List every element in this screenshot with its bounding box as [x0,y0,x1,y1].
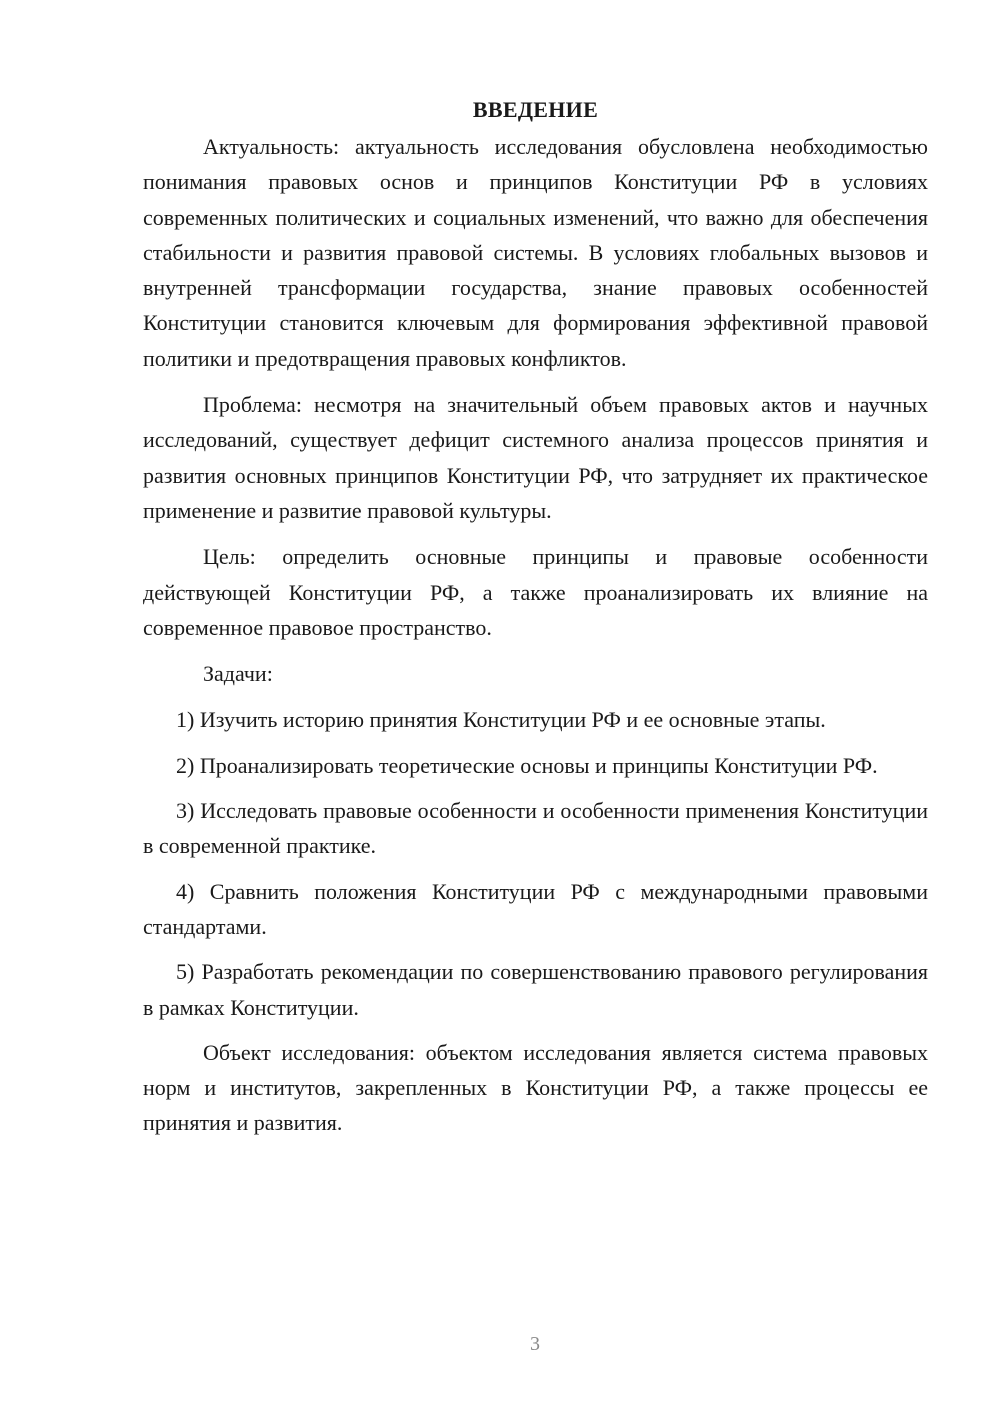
section-title: ВВЕДЕНИЕ [472,97,599,122]
problem-paragraph: Проблема: несмотря на значительный объем правовых актов и научных исследований, существует дефицит системного анализа процессов принятия и развития основных принципов Конституции РФ, что затрудняет их практическое применение и развитие правовой культуры. [143,392,928,523]
goal-paragraph: Цель: определить основные принципы и правовые особенности действующей Конституции РФ, а также проанализировать их влияние на современное правовое пространство. [143,544,928,640]
task-item-4: 4) Сравнить положения Конституции РФ с международными правовыми стандартами. [143,878,928,939]
tasks-list [143,702,928,1024]
task-item-2: 2) Проанализировать теоретические основы и принципы Конституции РФ. [176,752,878,778]
relevance-paragraph: Актуальность: актуальность исследования обусловлена необходимостью понимания правовых основ и принципов Конституции РФ в условиях современных политических и социальных изменений, что важно для обеспечения стабильности и развития правовой системы. В условиях глобальных вызовов и внутренней трансформации государства, знание правовых особенностей Конституции становится ключевым для формирования эффективной правовой политики и предотвращения правовых конфликтов. [143,134,928,371]
document-page [143,92,928,1152]
task-item-5: 5) Разработать рекомендации по совершенствованию правового регулирования в рамках Конституции. [143,959,928,1020]
tasks-heading: Задачи: [203,661,273,687]
task-item-1: 1) Изучить историю принятия Конституции РФ и ее основные этапы. [176,707,826,733]
task-item-3: 3) Исследовать правовые особенности и особенности применения Конституции в современной практике. [143,798,928,859]
object-paragraph: Объект исследования: объектом исследования является система правовых норм и институтов, закрепленных в Конституции РФ, а также процессы ее принятия и развития. [143,1039,928,1136]
page-number: 3 [530,1333,540,1355]
